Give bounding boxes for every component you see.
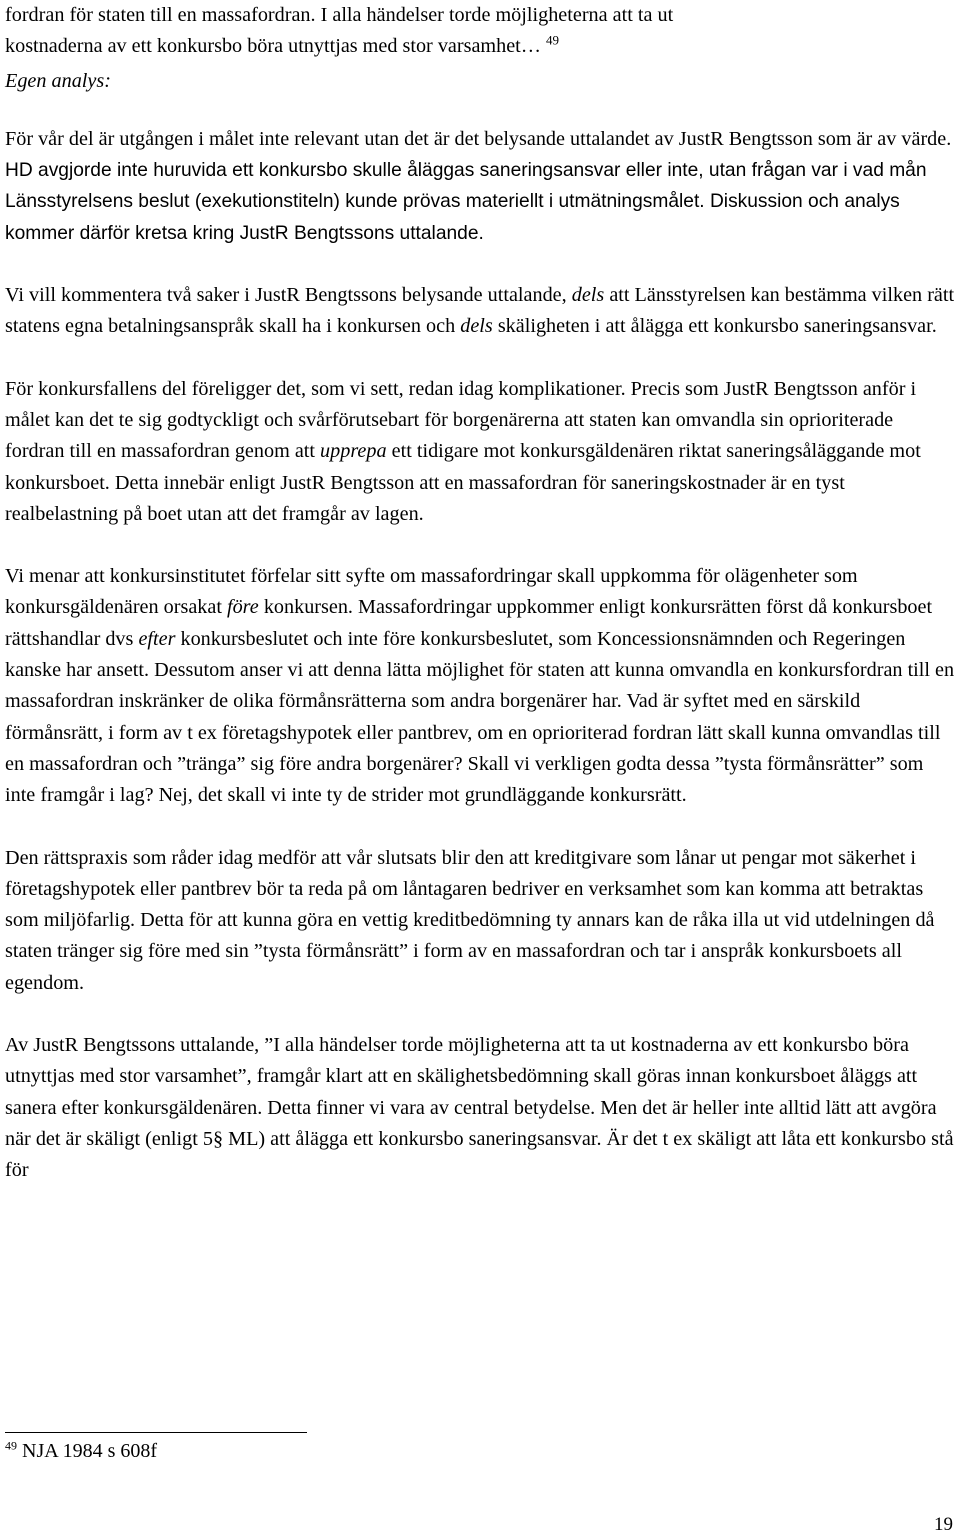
quote-line-2: kostnaderna av ett konkursbo böra utnyttjas med stor varsamhet… [5,35,541,58]
footnote-divider [5,1432,307,1433]
paragraph-case-law: Den rättspraxis som råder idag medför att vår slutsats blir den att kreditgivare som lånar ut pengar mot säkerhet i företagshypotek eller pantbrev bör ta reda på om låntagaren bedriver en verksamhet som kan komma att betraktas som miljöfarlig. Detta för att kunna göra en vettig kreditbedömning ty annars kan de råka illa ut vid utdelningen då staten tränger sig före med sin ”tysta förmånsrätt” i form av en massafordran och tar i anspråk konkursboets all egendom. [5,846,935,994]
footnote-text: NJA 1984 s 608f [22,1440,158,1462]
paragraph-complications-a: För konkursfallens del föreligger det, som vi sett, redan idag komplikationer. Precis som JustR Bengtsson anför i målet kan det te sig godtyckligt och svårförutsebart för borgenärerna att staten kan omvandla sin oprioriterade fordran till en massafordran genom att [5,377,917,463]
paragraph-comment-points-c: skäligheten i att ålägga ett konkursbo saneringsansvar. [492,315,937,338]
paragraph-comment-points [5,280,955,343]
continued-quote-paragraph [5,0,955,63]
document-body [5,0,955,1187]
paragraph-comment-points-a: Vi vill kommentera två saker i JustR Bengtssons belysande uttalande, [5,284,572,307]
paragraph-complications-b: ett tidigare mot konkursgäldenären riktat saneringsåläggande mot konkursboet. Detta innebär enligt JustR Bengtsson att en massafordran för saneringskostnader är en tyst realbelastning på boet utan att det framgår av lagen. [5,440,921,525]
page-number: 19 [934,1514,953,1535]
emphasis-dels-2: dels [460,315,493,338]
paragraph-analysis-intro [5,124,955,249]
paragraph-bankruptcy-purpose-b: konkursen. Massafordringar uppkommer enligt konkursrätten först då konkursboet rättshandlar dvs [5,596,933,650]
quote-line-1: fordran för staten till en massafordran. I alla händelser torde möjligheterna att ta ut [5,4,674,26]
section-heading: Egen analys: [5,69,111,92]
emphasis-dels-1: dels [571,284,605,307]
emphasis-fore: före [226,596,259,619]
footnote-number: 49 [5,1438,17,1453]
paragraph-analysis-intro-sans: HD avgjorde inte huruvida ett konkursbo skulle åläggas saneringsansvar eller inte, utan frågan var i vad mån Länsstyrelsens beslut (exekutionstiteln) kunde prövas materiellt i utmätningsmålet. Diskussion och analys kommer därför kretsa kring JustR Bengtssons uttalande. [5,160,927,244]
paragraph-complications [5,374,955,530]
paragraph-bankruptcy-purpose-a: Vi menar att konkursinstitutet förfelar sitt syfte om massafordringar skall uppkomma för olägenheter som konkursgäldenären orsakat [5,565,858,619]
paragraph-bankruptcy-purpose-c: konkursbeslutet och inte före konkursbeslutet, som Koncessionsnämnden och Regeringen kanske har ansett. Dessutom anser vi att denna lätta möjlighet för staten att kunna omvandla en konkursfordran till en massafordran inskränker de olika förmånsrätterna som andra borgenärer har. Vad är syftet med en särskild förmånsrätt, i form av t ex företagshypotek eller pantbrev, om en oprioriterad fordran lätt skall kunna omvandlas till en massafordran och ”tränga” sig före andra borgenärer? Skall vi verkligen godta dessa ”tysta förmånsrätter” som inte framgår i lag? Nej, det skall vi inte ty de strider mot grundläggande konkursrätt. [5,627,955,807]
footnote [5,1437,157,1465]
paragraph-bankruptcy-purpose [5,561,955,811]
footnote-reference[interactable]: 49 [546,32,560,48]
paragraph-reasonableness: Av JustR Bengtssons uttalande, ”I alla händelser torde möjligheterna att ta ut kostnaderna av ett konkursbo böra utnyttjas med stor varsamhet”, framgår klart att en skälighetsbedömning skall göras innan konkursboet åläggs att sanera efter konkursgäldenären. Detta finner vi vara av central betydelse. Men det är heller inte alltid lätt att avgöra när det är skäligt (enligt 5§ ML) att ålägga ett konkursbo saneringsansvar. Är det t ex skäligt att låta ett konkursbo stå för [5,1034,954,1182]
paragraph-comment-points-b: att Länsstyrelsen kan bestämma vilken rätt statens egna betalningsanspråk skall ha i konkursen och [5,284,955,338]
paragraph-analysis-intro-serif: För vår del är utgången i målet inte relevant utan det är det belysande uttalandet av JustR Bengtsson som är av värde. [5,127,952,150]
emphasis-efter: efter [138,627,176,650]
emphasis-upprepa: upprepa [320,440,387,463]
